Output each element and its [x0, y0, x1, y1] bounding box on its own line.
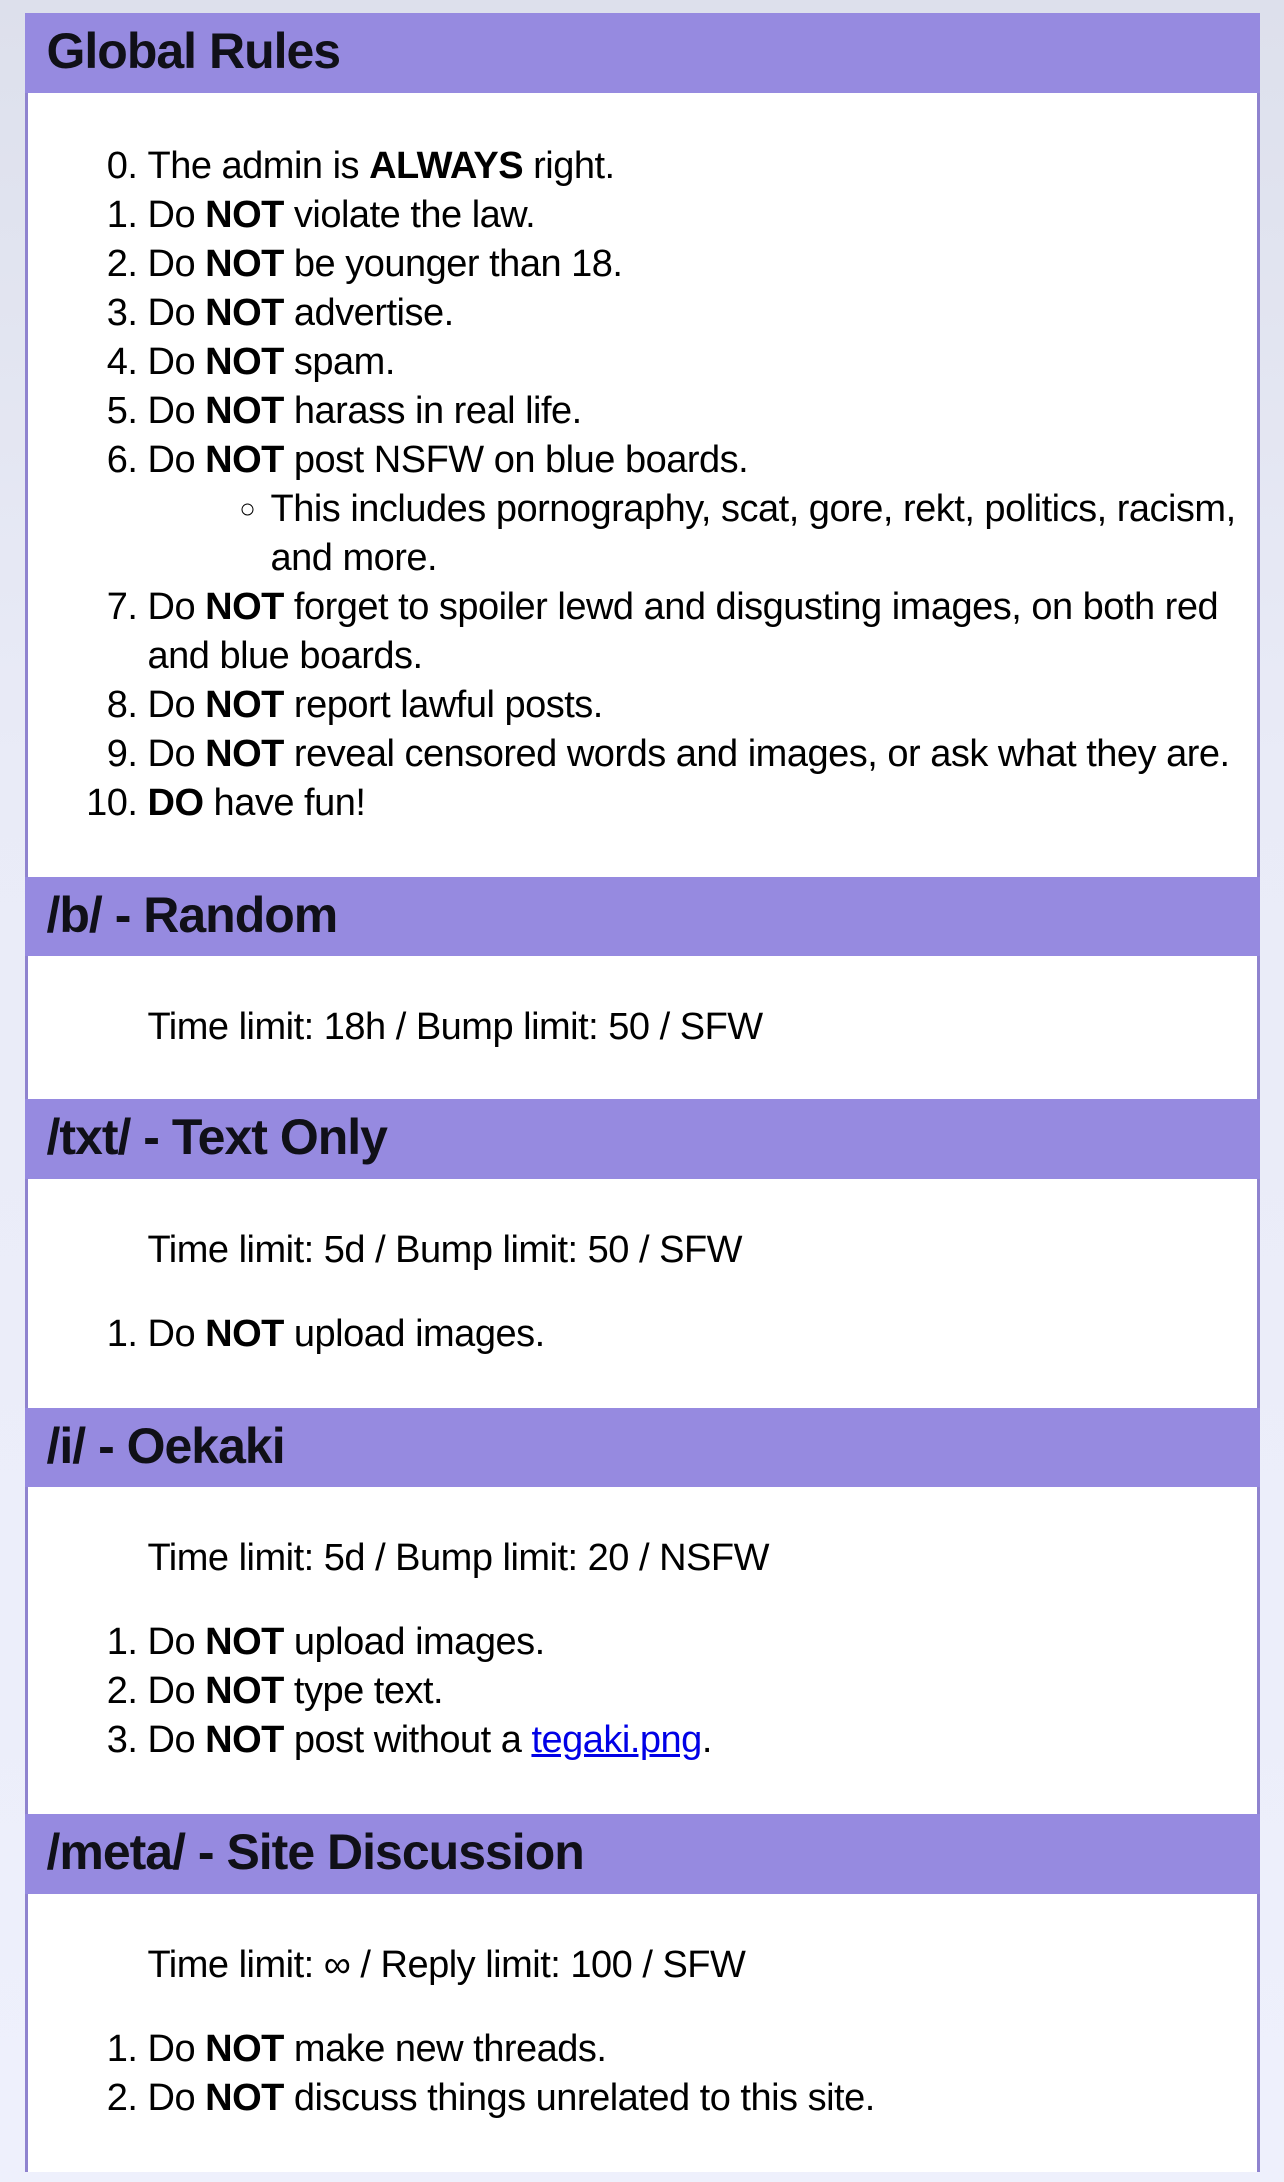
- rule-text: Do: [147, 683, 206, 726]
- section-body-b: [25, 956, 1260, 1099]
- rules-list-meta: [48, 2025, 1237, 2123]
- section-header-global: Global Rules: [25, 13, 1260, 93]
- rule-emphasis: NOT: [205, 585, 284, 628]
- rule-item: [148, 1667, 1237, 1716]
- rule-item: [148, 1716, 1237, 1765]
- rule-emphasis: NOT: [205, 242, 284, 285]
- rule-item: [148, 2025, 1237, 2074]
- rule-text: Do: [147, 193, 206, 236]
- rule-text: Do: [147, 2076, 206, 2119]
- rule-text: Do: [147, 732, 206, 775]
- rule-item: [148, 191, 1237, 240]
- rule-item: [148, 338, 1237, 387]
- rule-text: Do: [147, 438, 206, 481]
- section-body-i: [25, 1487, 1260, 1814]
- section-header-b: /b/ - Random: [25, 877, 1260, 957]
- rule-item: [148, 1618, 1237, 1667]
- rule-text: Do: [147, 1670, 206, 1712]
- section-body-meta: [25, 1894, 1260, 2172]
- section-header-i: /i/ - Oekaki: [25, 1408, 1260, 1488]
- rule-text: spam.: [283, 340, 395, 383]
- rule-text: Do: [147, 291, 206, 334]
- rule-text: advertise.: [283, 291, 454, 334]
- rule-text: Do: [147, 1719, 206, 1761]
- rule-emphasis: NOT: [205, 193, 284, 236]
- rule-item: [148, 1310, 1237, 1359]
- rule-text: be younger than 18.: [283, 242, 623, 285]
- rule-item: [148, 681, 1237, 730]
- rule-item: [148, 240, 1237, 289]
- rule-emphasis: ALWAYS: [369, 144, 524, 187]
- rule-sublist: [148, 485, 1237, 583]
- section-body-txt: [25, 1179, 1260, 1408]
- rule-emphasis: NOT: [205, 389, 284, 432]
- rule-emphasis: NOT: [205, 291, 284, 334]
- rule-text: have fun!: [203, 781, 366, 824]
- rule-emphasis: NOT: [205, 340, 284, 383]
- rule-text: The admin is: [147, 144, 370, 187]
- rule-text: Do: [147, 2027, 206, 2070]
- rules-list-i: [48, 1618, 1237, 1765]
- board-limits-meta: Time limit: ∞ / Reply limit: 100 / SFW: [147, 1943, 746, 1986]
- board-limits-i: Time limit: 5d / Bump limit: 20 / NSFW: [147, 1537, 769, 1579]
- section-header-txt: /txt/ - Text Only: [25, 1099, 1260, 1179]
- board-limits-txt: Time limit: 5d / Bump limit: 50 / SFW: [147, 1228, 743, 1271]
- rule-emphasis: NOT: [205, 1312, 284, 1355]
- rule-text: upload images.: [283, 1621, 545, 1663]
- rules-page-container: [25, 13, 1260, 2172]
- rule-text: make new threads.: [283, 2027, 607, 2070]
- rule-emphasis: NOT: [205, 683, 284, 726]
- rule-text: discuss things unrelated to this site.: [283, 2076, 875, 2119]
- rule-emphasis: NOT: [205, 1621, 284, 1663]
- rule-text: type text.: [283, 1670, 444, 1712]
- rule-text: .: [701, 1719, 712, 1761]
- rule-emphasis: NOT: [205, 438, 284, 481]
- rule-text: post without a: [283, 1719, 532, 1761]
- rule-text: upload images.: [283, 1312, 545, 1355]
- rule-item: [148, 289, 1237, 338]
- rule-item: [148, 2074, 1237, 2123]
- rule-text: report lawful posts.: [283, 683, 603, 726]
- rule-item: [148, 583, 1237, 681]
- section-body-global: [25, 93, 1260, 877]
- rule-text: reveal censored words and images, or ask what they are.: [283, 732, 1230, 775]
- rules-list-global: [48, 142, 1237, 828]
- rule-item: [148, 779, 1237, 828]
- rule-emphasis: NOT: [205, 2027, 284, 2070]
- rule-text: Do: [147, 585, 206, 628]
- rule-emphasis: DO: [147, 781, 204, 824]
- rule-text: post NSFW on blue boards.: [283, 438, 749, 481]
- section-header-meta: /meta/ - Site Discussion: [25, 1814, 1260, 1894]
- rule-item: [148, 142, 1237, 191]
- rule-text: Do: [147, 242, 206, 285]
- rule-text: violate the law.: [283, 193, 536, 236]
- rule-item: [148, 436, 1237, 583]
- rule-text: Do: [147, 1312, 206, 1355]
- rule-emphasis: NOT: [205, 1670, 284, 1712]
- rule-text: right.: [523, 144, 615, 187]
- rule-emphasis: NOT: [205, 1719, 284, 1761]
- rule-subitem: [271, 485, 1237, 583]
- rules-list-txt: [48, 1310, 1237, 1359]
- rule-text: Do: [147, 1621, 206, 1663]
- rule-emphasis: NOT: [205, 2076, 284, 2119]
- rule-text: Do: [147, 389, 206, 432]
- rule-item: [148, 387, 1237, 436]
- tegaki-png-link[interactable]: tegaki.png: [531, 1719, 702, 1761]
- rule-text: harass in real life.: [283, 389, 582, 432]
- rule-item: [148, 730, 1237, 779]
- rule-text: Do: [147, 340, 206, 383]
- rule-text: This includes pornography, scat, gore, rekt, politics, racism, and more.: [270, 487, 1236, 579]
- rule-text: forget to spoiler lewd and disgusting images, on both red and blue boards.: [147, 585, 1219, 677]
- board-limits-b: Time limit: 18h / Bump limit: 50 / SFW: [147, 1006, 763, 1048]
- rule-emphasis: NOT: [205, 732, 284, 775]
